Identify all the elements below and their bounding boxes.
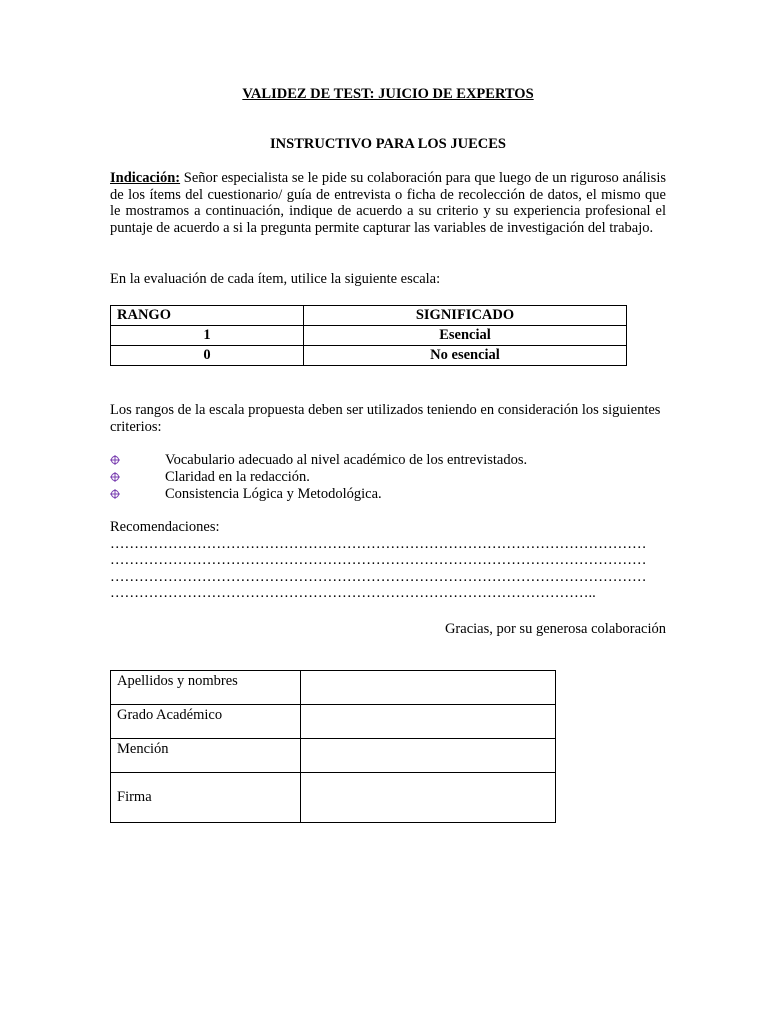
list-item	[110, 486, 527, 503]
table-row	[111, 773, 556, 823]
significado-value: Esencial	[304, 326, 627, 346]
table-row	[111, 705, 556, 739]
table-row	[111, 739, 556, 773]
crosshair-bullet-icon	[110, 455, 120, 465]
list-item	[110, 452, 527, 469]
signature-field[interactable]	[301, 773, 556, 823]
table-row	[111, 671, 556, 705]
recommendation-line: ………………………………………………………………………………………..	[110, 585, 596, 601]
header-significado: SIGNIFICADO	[304, 306, 627, 326]
ranges-text: Los rangos de la escala propuesta deben ser utilizados teniendo en consideración los siguientes criterios:	[110, 402, 661, 435]
criteria-text: Vocabulario adecuado al nivel académico de los entrevistados.	[165, 452, 528, 468]
recommendation-line: …………………………………………………………………………………………………	[110, 568, 647, 585]
info-label: Firma	[111, 773, 301, 823]
scale-table-header	[111, 306, 627, 326]
info-label: Mención	[111, 739, 301, 773]
rango-value: 0	[111, 346, 304, 366]
recommendations-section	[110, 519, 666, 602]
criteria-text: Consistencia Lógica y Metodológica.	[165, 486, 382, 502]
info-label: Grado Académico	[111, 705, 301, 739]
recommendations-label: Recomendaciones:	[110, 519, 220, 535]
recommendation-line: …………………………………………………………………………………………………	[110, 535, 647, 552]
indication-label: Indicación:	[110, 170, 181, 186]
recommendation-line: …………………………………………………………………………………………………	[110, 552, 647, 568]
evaluation-text: En la evaluación de cada ítem, utilice la siguiente escala:	[110, 271, 441, 287]
crosshair-bullet-icon	[110, 489, 120, 499]
rango-value: 1	[111, 326, 304, 346]
indication-paragraph	[110, 170, 666, 236]
significado-value: No esencial	[304, 346, 627, 366]
criteria-text: Claridad en la redacción.	[165, 469, 310, 485]
criteria-list	[110, 452, 527, 503]
document-title: VALIDEZ DE TEST: JUICIO DE EXPERTOS	[242, 86, 534, 102]
header-rango: RANGO	[111, 306, 304, 326]
table-row	[111, 326, 627, 346]
document-subtitle: INSTRUCTIVO PARA LOS JUECES	[270, 136, 506, 152]
scale-table	[110, 305, 627, 366]
info-value-field[interactable]	[301, 705, 556, 739]
info-label: Apellidos y nombres	[111, 671, 301, 705]
table-row	[111, 346, 627, 366]
info-value-field[interactable]	[301, 671, 556, 705]
thanks-text: Gracias, por su generosa colaboración	[444, 621, 666, 637]
crosshair-bullet-icon	[110, 472, 120, 482]
indication-text: Señor especialista se le pide su colaboración para que luego de un riguroso análisis de los ítems del cuestionario/ guía de entrevista o ficha de recolección de datos, el mismo que le mostramos a continuación, indique de acuerdo a su criterio y su experiencia profesional el puntaje de acuerdo a si la pregunta permite capturar las variables de investigación del trabajo.	[110, 170, 666, 236]
list-item	[110, 469, 527, 486]
info-value-field[interactable]	[301, 739, 556, 773]
expert-info-table	[110, 670, 556, 823]
